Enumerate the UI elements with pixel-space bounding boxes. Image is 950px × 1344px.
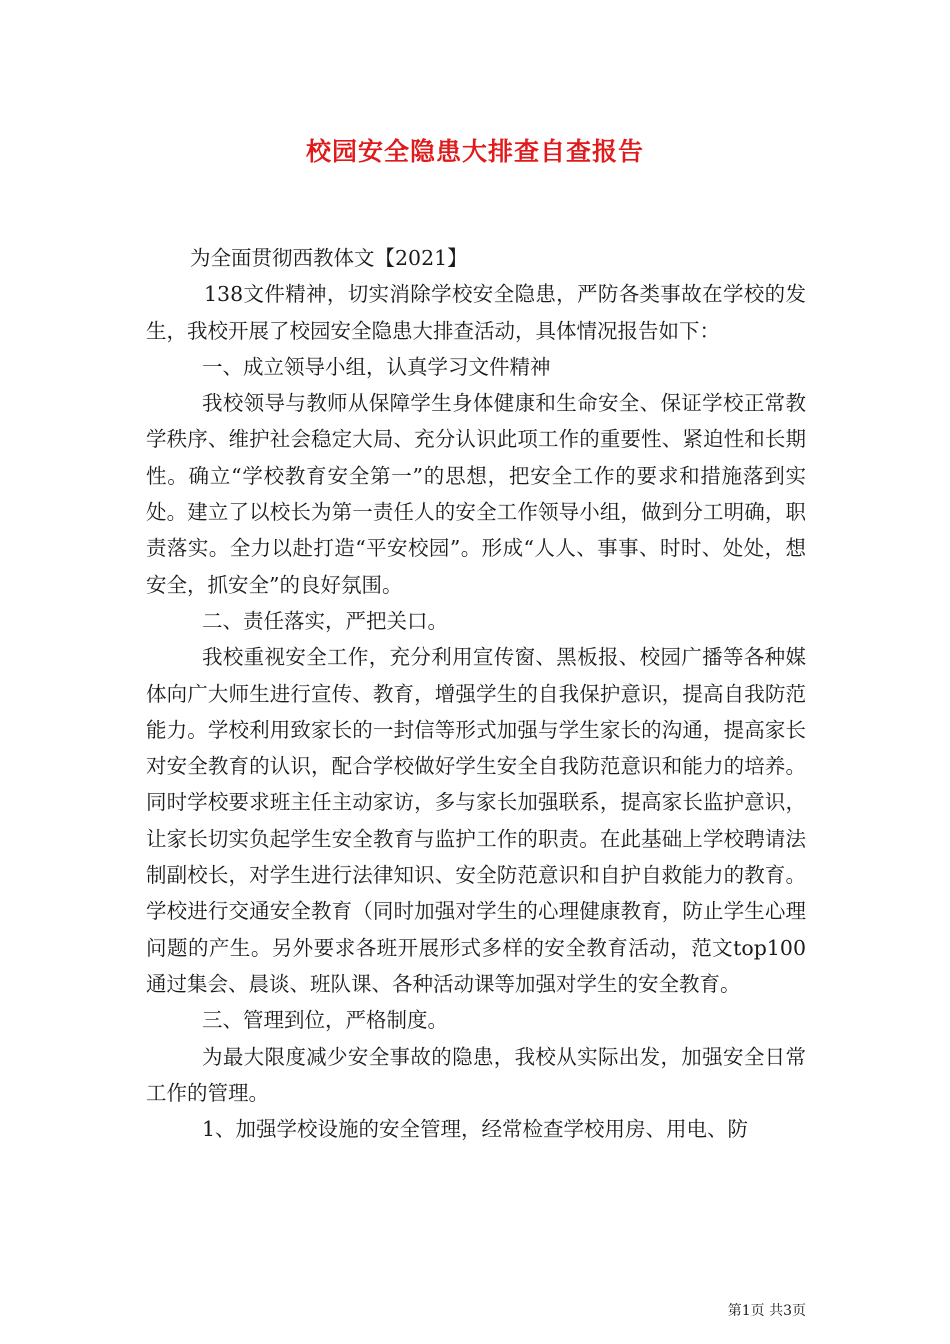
- heading-section-3: 三、管理到位，严格制度。: [202, 1008, 448, 1033]
- paragraph-intro: 为全面贯彻西教体文【2021】: [190, 246, 468, 270]
- paragraph-intro-continued: 138文件精神，切实消除学校安全隐患，严防各类事故在学校的发生，我校开展了校园安全隐患大排查活动，具体情况报告如下：: [146, 282, 806, 343]
- heading-section-1: 一、成立领导小组，认真学习文件精神: [202, 354, 551, 379]
- heading-section-2: 二、责任落实，严把关口。: [202, 608, 448, 633]
- paragraph-item-1: 1、加强学校设施的安全管理，经常检查学校用房、用电、防: [202, 1117, 749, 1142]
- paragraph-section-2: 我校重视安全工作，充分利用宣传窗、黑板报、校园广播等各种媒体向广大师生进行宣传、教育，增强学生的自我保护意识，提高自我防范能力。学校利用致家长的一封信等形式加强与学生家长的沟通，提高家长对安全教育的认识，配合学校做好学生安全自我防范意识和能力的培养。同时学校要求班主任主动家访，多与家长加强联系，提高家长监护意识，让家长切实负起学生安全教育与监护工作的职责。在此基础上学校聘请法制副校长，对学生进行法律知识、安全防范意识和自护自救能力的教育。学校进行交通安全教育（同时加强对学生的心理健康教育，防止学生心理问题的产生。另外要求各班开展形式多样的安全教育活动，范文top100通过集会、晨谈、班队课、各种活动课等加强对学生的安全教育。: [146, 645, 806, 996]
- paragraph-section-3: 为最大限度减少安全事故的隐患，我校从实际出发，加强安全日常工作的管理。: [146, 1044, 806, 1105]
- document-body: [146, 240, 806, 1147]
- document-title: 校园安全隐患大排查自查报告: [305, 137, 644, 166]
- page-number: 第1页 共3页: [727, 1303, 806, 1319]
- paragraph-section-1: 我校领导与教师从保障学生身体健康和生命安全、保证学校正常教学秩序、维护社会稳定大局、充分认识此项工作的重要性、紧迫性和长期性。确立“学校教育安全第一”的思想，把安全工作的要求和措施落到实处。建立了以校长为第一责任人的安全工作领导小组，做到分工明确，职责落实。全力以赴打造“平安校园”。形成“人人、事事、时时、处处，想安全，抓安全”的良好氛围。: [146, 391, 806, 597]
